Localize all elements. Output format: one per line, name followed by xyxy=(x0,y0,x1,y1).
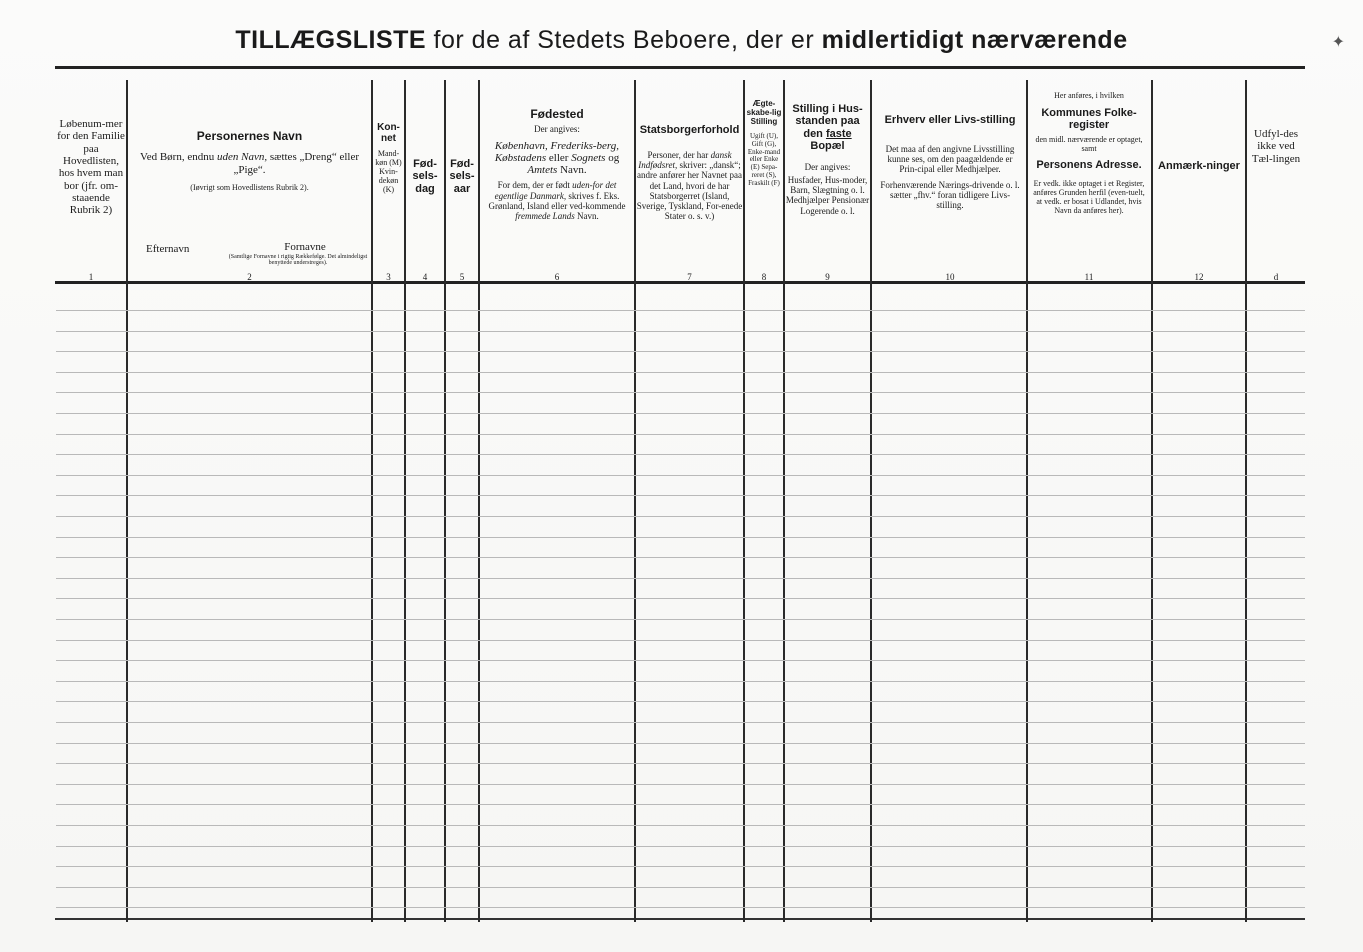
entry-row-line xyxy=(56,475,1305,476)
col11-header: Her anføres, i hvilken Kommunes Folke-register den midl. nærværende er optaget, samt Personens Adresse. Er vedk. ikke optaget i et Register, anføres Grunden herfil (even-tuelt, at vedk. er bosat i Udlandet, hvis Navn da anføres her). xyxy=(1033,92,1145,215)
col2-number: 2 xyxy=(247,272,252,282)
col11-number: 11 xyxy=(1084,272,1094,282)
col4-header: Fød-sels-dag xyxy=(412,158,438,195)
entry-row-line xyxy=(56,866,1305,867)
entry-row-line xyxy=(56,784,1305,785)
col1-header: Løbenum-mer for den Familie paa Hovedlisten, hos hvem man bor (jfr. om-staaende Rubrik 2) xyxy=(57,118,125,217)
col8-header: Ægte-skabe-lig Stilling Ugift (U), Gift (G), Enke-mand eller Enke (E) Sepa-reret (S), Fraskilt (F) xyxy=(746,100,782,187)
entry-row-line xyxy=(56,598,1305,599)
col10-header: Erhverv eller Livs-stilling Det maa af den angivne Livsstilling kunne ses, om den paagældende er Prin-cipal eller Medhjælper. Forhenværende Nærings-drivende o. l. sætter „fhv.“ foran tidligere Livs-stilling. xyxy=(880,114,1020,210)
entry-row-line xyxy=(56,372,1305,373)
cold-header: Udfyl-des ikke ved Tæl-lingen xyxy=(1251,128,1301,165)
entry-row-line xyxy=(56,557,1305,558)
col7-number: 7 xyxy=(687,272,692,282)
entry-row-line xyxy=(56,722,1305,723)
col7-header: Statsborgerforhold Personer, der har dansk Indfødsret, skriver: „dansk“; andre anfører her Navnet paa det Land, hvori de har Statsborgerret (Island, Sverige, Tyskland, For-enede Stater o. s. v.) xyxy=(636,124,743,221)
fornavne-note: (Samtlige Fornavne i rigtig Rækkefølge. Det almindeligst benyttede understreges). xyxy=(228,254,368,266)
entry-row-line xyxy=(56,907,1305,908)
entry-row-line xyxy=(56,310,1305,311)
col-divider xyxy=(1026,80,1028,922)
col5-header: Fød-sels-aar xyxy=(449,158,475,195)
corner-mark: ✦ xyxy=(1331,34,1345,51)
col-divider xyxy=(478,80,480,922)
entry-row-line xyxy=(56,619,1305,620)
entry-row-line xyxy=(56,763,1305,764)
cold-number: d xyxy=(1273,272,1279,282)
entry-row-line xyxy=(56,701,1305,702)
entry-row-line xyxy=(56,887,1305,888)
entry-row-line xyxy=(56,392,1305,393)
col8-number: 8 xyxy=(761,272,767,282)
col9-number: 9 xyxy=(825,272,830,282)
bottom-rule xyxy=(55,918,1305,920)
col4-number: 4 xyxy=(422,272,428,282)
col-divider xyxy=(1245,80,1247,922)
col6-header: Fødested Der angives: København, Frederiks-berg, Købstadens eller Sognets og Amtets Navn. For dem, der er født uden-for det egentlige Danmark, skrives f. Eks. Grønland, Island eller ved-kommende fremmede Lands Navn. xyxy=(488,108,626,221)
entry-row-line xyxy=(56,537,1305,538)
col12-header: Anmærk-ninger xyxy=(1158,160,1240,172)
col-divider xyxy=(870,80,872,922)
top-rule xyxy=(55,66,1305,69)
entry-row-line xyxy=(56,743,1305,744)
entry-row-line xyxy=(56,454,1305,455)
entry-row-line xyxy=(56,413,1305,414)
col1-number: 1 xyxy=(88,272,94,282)
col6-number: 6 xyxy=(554,272,560,282)
entry-row-line xyxy=(56,331,1305,332)
col2-header: Personernes Navn Ved Børn, endnu uden Navn, sættes „Dreng“ eller „Pige“. (Iøvrigt som Hovedlistens Rubrik 2). xyxy=(139,130,360,193)
col3-header: Kon-net Mand-køn (M) Kvin-dekøn (K) xyxy=(375,122,402,195)
entry-row-line xyxy=(56,578,1305,579)
form-title: TILLÆGSLISTE for de af Stedets Beboere, der er midlertidigt nærværende xyxy=(235,26,1128,54)
entry-row-line xyxy=(56,846,1305,847)
col9-header: Stilling i Hus-standen paa den faste Bopæl Der angives: Husfader, Hus-moder, Barn, Slægtning o. l. Medhjælper Pensionær Logerende o. l. xyxy=(785,103,870,216)
col5-number: 5 xyxy=(459,272,465,282)
entry-row-line xyxy=(56,660,1305,661)
entry-row-line xyxy=(56,434,1305,435)
entry-row-line xyxy=(56,681,1305,682)
col3-number: 3 xyxy=(386,272,391,282)
entry-row-line xyxy=(56,495,1305,496)
col10-number: 10 xyxy=(945,272,955,282)
entry-row-line xyxy=(56,804,1305,805)
entry-row-line xyxy=(56,825,1305,826)
col12-number: 12 xyxy=(1194,272,1204,282)
entry-row-line xyxy=(56,516,1305,517)
entry-row-line xyxy=(56,351,1305,352)
efternavn-label: Efternavn xyxy=(146,243,190,255)
entry-row-line xyxy=(56,640,1305,641)
fornavne-label: Fornavne xyxy=(284,241,326,253)
